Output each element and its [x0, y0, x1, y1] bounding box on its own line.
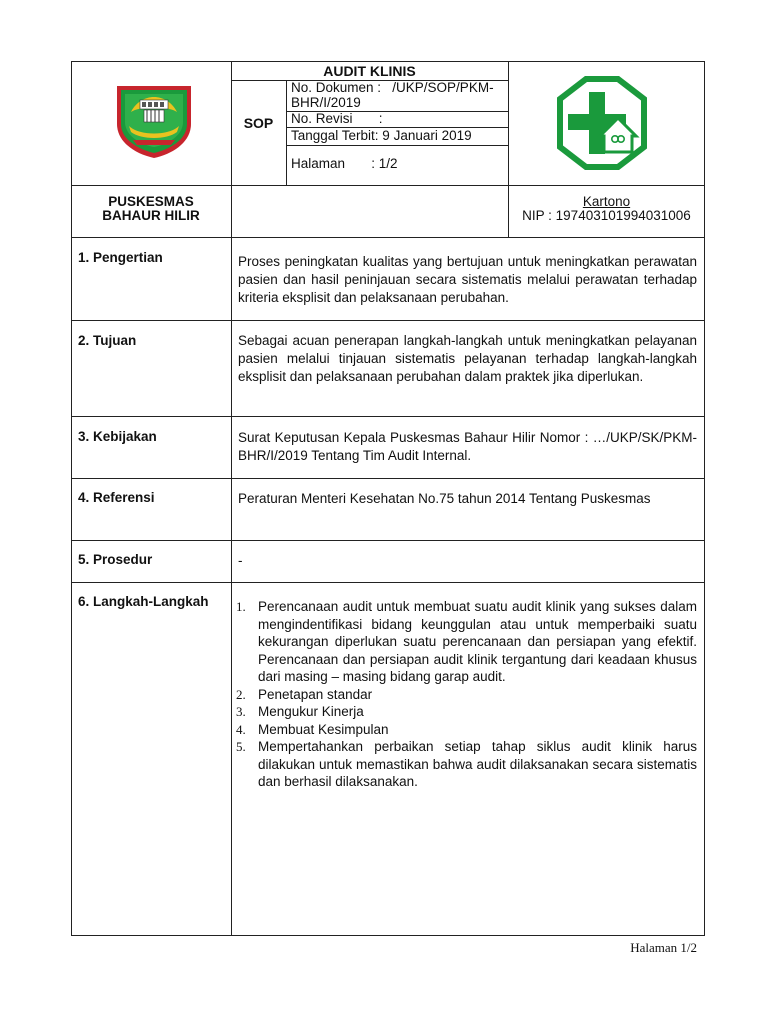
org-name-line1: PUSKESMAS	[108, 194, 194, 209]
row-divider-header	[71, 185, 705, 186]
step-text: Mempertahankan perbaikan setiap tahap siklus audit klinik harus dilakukan untuk memastikan bahwa audit dilaksanakan secara sistematis dan berhasil dilaksanakan.	[258, 739, 697, 789]
section-text-tujuan: Sebagai acuan penerapan langkah-langkah untuk meningkatkan pelayanan pasien melalui tinjauan sistematis pelayanan terhadap langkah-langkah eksplisit dan pelaksanaan perubahan dalam praktek jika diperlukan.	[238, 333, 697, 384]
step-text: Perencanaan audit untuk membuat suatu audit klinik yang sukses dalam mengindentifikasi bidang keunggulan atau untuk memperbaiki suatu kekurangan diperlukan suatu perencanaan dan persiapan yang efektif. Perencanaan dan persiapan audit klinik tergantung dari keadaan khusus dari masing – masing bidang garap audit.	[258, 599, 697, 684]
row-divider-5	[71, 582, 705, 583]
signer-nip: NIP : 197403101994031006	[522, 208, 691, 223]
step-text: Membuat Kesimpulan	[258, 721, 389, 737]
doc-number-cont: BHR/I/2019	[291, 95, 361, 110]
section-text-pengertian: Proses peningkatan kualitas yang bertujuan untuk meningkatkan perawatan pasien dan hasil peninjauan secara sistematis melalui perawatan terhadap kriteria eksplisit dan pelaksanaan perubahan.	[238, 254, 697, 305]
document-title: AUDIT KLINIS	[323, 63, 416, 79]
step-text: Penetapan standar	[258, 686, 373, 702]
step-item	[236, 738, 697, 791]
step-item	[236, 598, 697, 686]
issue-date: Tanggal Terbit: 9 Januari 2019	[291, 128, 472, 143]
row-divider-2	[71, 416, 705, 417]
section-label-pengertian: 1. Pengertian	[78, 250, 163, 265]
row-divider-org	[71, 237, 705, 238]
row-divider-4	[71, 540, 705, 541]
step-item	[236, 703, 697, 721]
step-item	[236, 686, 697, 704]
step-number: 2.	[236, 686, 246, 702]
section-label-kebijakan: 3. Kebijakan	[78, 429, 157, 444]
step-number: 1.	[236, 599, 246, 614]
section-text-kebijakan: Surat Keputusan Kepala Puskesmas Bahaur Hilir Nomor : …/UKP/SK/PKM-BHR/I/2019 Tentang Tim Audit Internal.	[238, 430, 697, 463]
step-number: 4.	[236, 721, 246, 737]
doc-number: No. Dokumen : /UKP/SOP/PKM-	[291, 80, 494, 95]
section-text-referensi: Peraturan Menteri Kesehatan No.75 tahun 2014 Tentang Puskesmas	[238, 491, 651, 506]
row-divider-1	[71, 320, 705, 321]
section-label-referensi: 4. Referensi	[78, 490, 155, 505]
column-divider-left	[231, 61, 232, 936]
footer-page-number: Halaman 1/2	[630, 940, 697, 955]
section-label-langkah: 6. Langkah-Langkah	[78, 594, 209, 609]
step-text: Mengukur Kinerja	[258, 704, 364, 719]
signer-name: Kartono	[582, 194, 631, 209]
step-number: 5.	[236, 739, 246, 754]
step-number: 3.	[236, 704, 246, 719]
step-item	[236, 721, 697, 739]
revision-number: No. Revisi :	[291, 111, 383, 126]
section-label-tujuan: 2. Tujuan	[78, 333, 137, 348]
page-indicator: Halaman : 1/2	[291, 156, 398, 171]
steps-list	[236, 598, 697, 791]
sop-label: SOP	[243, 115, 274, 131]
meta-divider-3	[286, 145, 508, 146]
puskesmas-logo	[556, 76, 648, 170]
org-name-line2: BAHAUR HILIR	[102, 208, 200, 223]
section-text-prosedur: -	[238, 553, 243, 568]
row-divider-3	[71, 478, 705, 479]
regency-crest-logo	[111, 82, 197, 160]
sop-divider	[286, 80, 287, 185]
section-label-prosedur: 5. Prosedur	[78, 552, 153, 567]
